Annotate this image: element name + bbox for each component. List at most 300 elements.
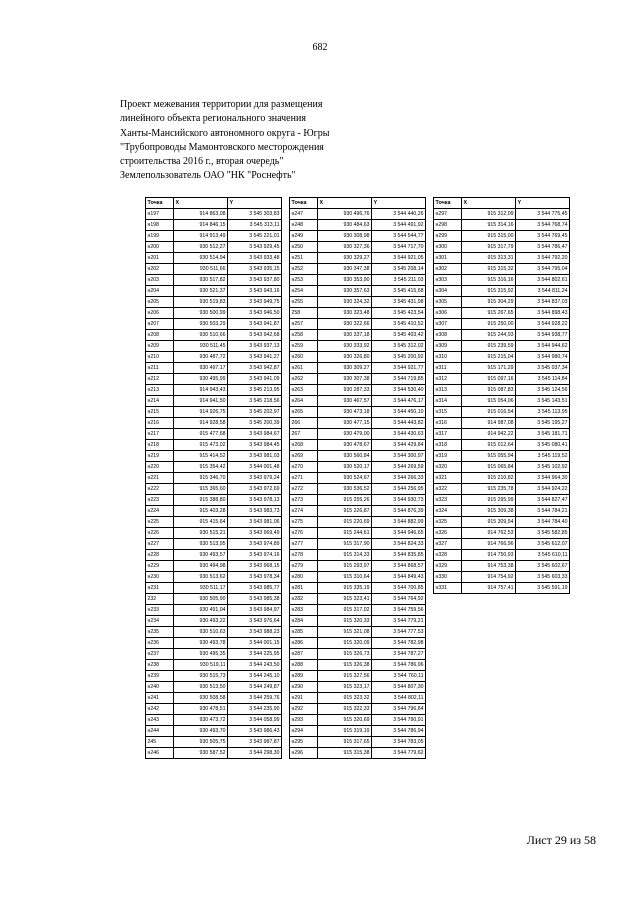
table-row	[290, 726, 426, 737]
y-cell: 3 544 802,61	[516, 275, 570, 286]
x-cell: 930 479,00	[318, 429, 372, 440]
point-cell: н320	[434, 462, 462, 473]
y-cell: 3 544 876,39	[372, 506, 426, 517]
table-row	[146, 462, 282, 473]
table-row	[290, 704, 426, 715]
y-cell: 3 544 249,87	[228, 682, 282, 693]
point-cell: н285	[290, 627, 318, 638]
y-cell: 3 543 981,03	[228, 451, 282, 462]
table-row	[434, 231, 570, 242]
table-row	[434, 429, 570, 440]
y-cell: 3 544 882,99	[372, 517, 426, 528]
point-cell: н264	[290, 396, 318, 407]
point-cell: 258	[290, 308, 318, 319]
x-cell: 914 753,38	[462, 561, 516, 572]
x-cell: 915 323,17	[318, 682, 372, 693]
x-cell: 930 513,95	[174, 539, 228, 550]
x-cell: 930 515,73	[174, 671, 228, 682]
y-cell: 3 545 102,92	[516, 462, 570, 473]
y-cell: 3 545 221,01	[228, 231, 282, 242]
point-cell: н230	[146, 572, 174, 583]
x-cell: 915 065,84	[462, 462, 516, 473]
point-cell: н214	[146, 396, 174, 407]
y-cell: 3 543 984,45	[228, 440, 282, 451]
table-row	[146, 451, 282, 462]
table-row	[146, 572, 282, 583]
table-row	[290, 616, 426, 627]
y-cell: 3 544 298,30	[228, 748, 282, 759]
table-row	[146, 693, 282, 704]
x-cell: 915 317,65	[318, 737, 372, 748]
table-row	[290, 396, 426, 407]
point-cell: н312	[434, 374, 462, 385]
y-cell: 3 543 983,73	[228, 506, 282, 517]
x-cell: 914 926,75	[174, 407, 228, 418]
x-cell: 930 337,18	[318, 330, 372, 341]
table-row	[434, 528, 570, 539]
point-cell: н273	[290, 495, 318, 506]
point-cell: н305	[434, 297, 462, 308]
point-cell: н284	[290, 616, 318, 627]
y-cell: 3 544 225,95	[228, 649, 282, 660]
x-cell: 930 478,67	[318, 440, 372, 451]
y-cell: 3 544 001,15	[228, 638, 282, 649]
point-cell: н298	[434, 220, 462, 231]
table-row	[434, 583, 570, 594]
x-cell: 914 941,50	[174, 396, 228, 407]
y-cell: 3 543 935,15	[228, 264, 282, 275]
x-cell: 930 477,15	[318, 418, 372, 429]
table-row	[290, 550, 426, 561]
document-header	[120, 98, 400, 184]
point-cell: н306	[434, 308, 462, 319]
table-row	[290, 220, 426, 231]
x-cell: 915 320,09	[318, 638, 372, 649]
table-row	[290, 484, 426, 495]
x-cell: 930 494,98	[174, 561, 228, 572]
point-cell: н303	[434, 275, 462, 286]
x-cell: 915 215,04	[462, 352, 516, 363]
x-cell: 930 521,37	[174, 286, 228, 297]
table-row	[434, 352, 570, 363]
table-row	[434, 242, 570, 253]
x-cell: 915 226,87	[318, 506, 372, 517]
y-cell: 3 543 943,16	[228, 286, 282, 297]
y-cell: 3 544 779,21	[372, 616, 426, 627]
table-row	[290, 748, 426, 759]
y-cell: 3 544 430,63	[372, 429, 426, 440]
x-cell: 930 519,83	[174, 297, 228, 308]
column-header-y: Y	[516, 198, 570, 209]
table-row	[146, 704, 282, 715]
table-row	[146, 418, 282, 429]
y-cell: 3 545 200,92	[372, 352, 426, 363]
x-cell: 915 314,33	[318, 550, 372, 561]
table-row	[290, 715, 426, 726]
table-row	[290, 627, 426, 638]
y-cell: 3 544 491,92	[372, 220, 426, 231]
table-row	[146, 286, 282, 297]
point-cell: н283	[290, 605, 318, 616]
y-cell: 3 544 921,05	[372, 253, 426, 264]
y-cell: 3 544 827,47	[516, 495, 570, 506]
x-cell: 915 244,93	[462, 330, 516, 341]
x-cell: 915 310,64	[318, 572, 372, 583]
x-cell: 915 304,29	[462, 297, 516, 308]
y-cell: 3 543 976,64	[228, 616, 282, 627]
table-row	[146, 561, 282, 572]
y-cell: 3 544 243,50	[228, 660, 282, 671]
point-cell: н317	[434, 429, 462, 440]
table-row	[146, 297, 282, 308]
table-row	[290, 572, 426, 583]
x-cell: 915 293,97	[318, 561, 372, 572]
y-cell: 3 544 930,73	[372, 495, 426, 506]
y-cell: 3 544 769,45	[516, 231, 570, 242]
x-cell: 930 520,17	[318, 462, 372, 473]
table-row	[146, 748, 282, 759]
x-cell: 915 309,54	[462, 517, 516, 528]
point-cell: 245	[146, 737, 174, 748]
table-row	[290, 682, 426, 693]
x-cell: 915 323,41	[318, 594, 372, 605]
x-cell: 930 512,27	[174, 242, 228, 253]
table-row	[290, 308, 426, 319]
x-cell: 915 354,42	[174, 462, 228, 473]
y-cell: 3 545 410,52	[372, 319, 426, 330]
x-cell: 930 495,99	[174, 374, 228, 385]
point-cell: н251	[290, 253, 318, 264]
table-row	[146, 440, 282, 451]
table-row	[290, 407, 426, 418]
table-row	[290, 737, 426, 748]
point-cell: н313	[434, 385, 462, 396]
table-row	[290, 352, 426, 363]
y-cell: 3 543 929,45	[228, 242, 282, 253]
x-cell: 915 320,69	[318, 715, 372, 726]
table-row	[434, 253, 570, 264]
y-cell: 3 544 256,95	[372, 484, 426, 495]
x-cell: 930 473,72	[174, 715, 228, 726]
point-cell: н248	[290, 220, 318, 231]
point-cell: н197	[146, 209, 174, 220]
y-cell: 3 543 933,48	[228, 253, 282, 264]
table-row	[290, 660, 426, 671]
table-row	[146, 583, 282, 594]
y-cell: 3 545 195,27	[516, 418, 570, 429]
table-row	[146, 220, 282, 231]
table-row	[146, 352, 282, 363]
y-cell: 3 544 760,11	[372, 671, 426, 682]
point-cell: н201	[146, 253, 174, 264]
x-cell: 930 493,22	[174, 616, 228, 627]
x-cell: 915 415,64	[174, 517, 228, 528]
y-cell: 3 545 202,97	[228, 407, 282, 418]
x-cell: 915 235,78	[462, 484, 516, 495]
y-cell: 3 543 984,67	[228, 429, 282, 440]
table-row	[290, 495, 426, 506]
x-cell: 915 315,00	[462, 231, 516, 242]
table-row	[146, 495, 282, 506]
point-cell: н233	[146, 605, 174, 616]
point-cell: н279	[290, 561, 318, 572]
x-cell: 915 267,65	[462, 308, 516, 319]
y-cell: 3 544 759,56	[372, 605, 426, 616]
point-cell: н302	[434, 264, 462, 275]
point-cell: н322	[434, 484, 462, 495]
x-cell: 930 515,21	[174, 528, 228, 539]
y-cell: 3 544 792,20	[516, 253, 570, 264]
table-row	[290, 638, 426, 649]
x-cell: 930 467,57	[318, 396, 372, 407]
y-cell: 3 544 269,59	[372, 462, 426, 473]
y-cell: 3 543 984,97	[228, 605, 282, 616]
header-line: строительства 2016 г., вторая очередь"	[120, 156, 284, 168]
point-cell: н215	[146, 407, 174, 418]
point-cell: н254	[290, 286, 318, 297]
y-cell: 3 544 786,96	[372, 660, 426, 671]
y-cell: 3 545 303,83	[228, 209, 282, 220]
y-cell: 3 544 898,43	[516, 308, 570, 319]
x-cell: 914 766,96	[462, 539, 516, 550]
table-row	[146, 473, 282, 484]
y-cell: 3 544 764,92	[372, 594, 426, 605]
point-cell: н295	[290, 737, 318, 748]
x-cell: 915 326,38	[318, 660, 372, 671]
table-row	[290, 440, 426, 451]
point-cell: н242	[146, 704, 174, 715]
point-cell: н204	[146, 286, 174, 297]
page-number: 682	[312, 42, 328, 53]
table-row	[434, 264, 570, 275]
y-cell: 3 543 988,23	[228, 627, 282, 638]
table-row	[290, 528, 426, 539]
point-cell: н296	[290, 748, 318, 759]
x-cell: 930 484,63	[318, 220, 372, 231]
point-cell: н282	[290, 594, 318, 605]
y-cell: 3 544 807,30	[372, 682, 426, 693]
y-cell: 3 544 259,76	[228, 693, 282, 704]
y-cell: 3 544 849,43	[372, 572, 426, 583]
table-row	[434, 451, 570, 462]
y-cell: 3 545 403,42	[372, 330, 426, 341]
point-cell: н246	[146, 748, 174, 759]
y-cell: 3 545 431,98	[372, 297, 426, 308]
x-cell: 930 511,17	[174, 583, 228, 594]
x-cell: 915 414,52	[174, 451, 228, 462]
point-cell: н271	[290, 473, 318, 484]
table-row	[434, 341, 570, 352]
table-row	[434, 374, 570, 385]
point-cell: н288	[290, 660, 318, 671]
x-cell: 915 403,28	[174, 506, 228, 517]
table-row	[146, 737, 282, 748]
point-cell: н224	[146, 506, 174, 517]
x-cell: 930 508,58	[174, 693, 228, 704]
table-row	[290, 583, 426, 594]
column-header-point: Точка	[146, 198, 174, 209]
x-cell: 930 511,66	[174, 264, 228, 275]
table-row	[434, 572, 570, 583]
x-cell: 914 987,08	[462, 418, 516, 429]
table-row	[290, 506, 426, 517]
table-row	[290, 539, 426, 550]
table-row	[434, 385, 570, 396]
x-cell: 930 524,67	[318, 473, 372, 484]
point-cell: н330	[434, 572, 462, 583]
table-row	[146, 374, 282, 385]
point-cell: н244	[146, 726, 174, 737]
point-cell: н321	[434, 473, 462, 484]
y-cell: 3 544 964,30	[516, 473, 570, 484]
table-row	[434, 539, 570, 550]
y-cell: 3 543 985,77	[228, 583, 282, 594]
point-cell: н212	[146, 374, 174, 385]
x-cell: 930 495,35	[174, 649, 228, 660]
x-cell: 915 346,70	[174, 473, 228, 484]
y-cell: 3 544 784,21	[516, 506, 570, 517]
y-cell: 3 544 786,94	[372, 726, 426, 737]
x-cell: 930 514,94	[174, 253, 228, 264]
y-cell: 3 544 777,53	[372, 627, 426, 638]
y-cell: 3 545 119,52	[516, 451, 570, 462]
y-cell: 3 545 602,67	[516, 561, 570, 572]
y-cell: 3 543 981,06	[228, 517, 282, 528]
point-cell: н289	[290, 671, 318, 682]
point-cell: н227	[146, 539, 174, 550]
point-cell: н207	[146, 319, 174, 330]
x-cell: 914 757,41	[462, 583, 516, 594]
y-cell: 3 544 837,03	[516, 297, 570, 308]
y-cell: 3 544 440,26	[372, 209, 426, 220]
point-cell: н299	[434, 231, 462, 242]
y-cell: 3 544 300,97	[372, 451, 426, 462]
x-cell: 915 054,06	[462, 396, 516, 407]
point-cell: н331	[434, 583, 462, 594]
x-cell: 930 497,17	[174, 363, 228, 374]
x-cell: 930 324,32	[318, 297, 372, 308]
point-cell: н241	[146, 693, 174, 704]
y-cell: 3 544 944,62	[516, 341, 570, 352]
point-cell: н213	[146, 385, 174, 396]
point-cell: н276	[290, 528, 318, 539]
point-cell: н323	[434, 495, 462, 506]
point-cell: н324	[434, 506, 462, 517]
header-line: Проект межевания территории для размещения	[120, 99, 323, 110]
y-cell: 3 544 245,10	[228, 671, 282, 682]
table-row	[434, 308, 570, 319]
y-cell: 3 543 941,27	[228, 352, 282, 363]
x-cell: 930 513,50	[174, 682, 228, 693]
x-cell: 914 942,22	[462, 429, 516, 440]
table-row	[146, 594, 282, 605]
point-cell: н239	[146, 671, 174, 682]
x-cell: 930 307,38	[318, 374, 372, 385]
y-cell: 3 544 787,27	[372, 649, 426, 660]
y-cell: 3 543 986,43	[228, 726, 282, 737]
x-cell: 930 510,66	[174, 330, 228, 341]
table-row	[290, 341, 426, 352]
x-cell: 930 493,78	[174, 638, 228, 649]
point-cell: н220	[146, 462, 174, 473]
point-cell: н278	[290, 550, 318, 561]
table-row	[146, 726, 282, 737]
table-row	[146, 231, 282, 242]
table-row	[146, 660, 282, 671]
x-cell: 930 473,18	[318, 407, 372, 418]
x-cell: 915 220,69	[318, 517, 372, 528]
point-cell: н234	[146, 616, 174, 627]
x-cell: 914 928,58	[174, 418, 228, 429]
table-row	[434, 495, 570, 506]
table-row	[434, 418, 570, 429]
y-cell: 3 545 181,71	[516, 429, 570, 440]
column-header-x: X	[174, 198, 228, 209]
table-row	[434, 396, 570, 407]
x-cell: 915 087,83	[462, 385, 516, 396]
table-row	[146, 341, 282, 352]
point-cell: н206	[146, 308, 174, 319]
table-row	[290, 242, 426, 253]
point-cell: н255	[290, 297, 318, 308]
column-header-x: X	[462, 198, 516, 209]
x-cell: 915 210,82	[462, 473, 516, 484]
point-cell: н240	[146, 682, 174, 693]
point-cell: н200	[146, 242, 174, 253]
x-cell: 915 055,94	[462, 451, 516, 462]
table-row	[146, 396, 282, 407]
table-row	[290, 462, 426, 473]
x-cell: 915 323,32	[318, 693, 372, 704]
table-row	[290, 363, 426, 374]
x-cell: 915 255,26	[318, 495, 372, 506]
y-cell: 3 545 211,03	[372, 275, 426, 286]
y-cell: 3 544 783,05	[372, 737, 426, 748]
point-cell: н208	[146, 330, 174, 341]
table-row	[146, 605, 282, 616]
point-cell: н199	[146, 231, 174, 242]
y-cell: 3 544 835,85	[372, 550, 426, 561]
x-cell: 915 295,99	[462, 495, 516, 506]
table-row	[146, 638, 282, 649]
table-row	[146, 407, 282, 418]
y-cell: 3 543 941,09	[228, 374, 282, 385]
point-cell: н218	[146, 440, 174, 451]
table-row	[290, 517, 426, 528]
point-cell: н258	[290, 330, 318, 341]
y-cell: 3 545 423,54	[372, 308, 426, 319]
x-cell: 930 327,36	[318, 242, 372, 253]
point-cell: н210	[146, 352, 174, 363]
table-row	[146, 385, 282, 396]
y-cell: 3 544 928,22	[516, 319, 570, 330]
point-cell: н249	[290, 231, 318, 242]
point-cell: н205	[146, 297, 174, 308]
point-cell: н293	[290, 715, 318, 726]
point-cell: н257	[290, 319, 318, 330]
point-cell: н309	[434, 341, 462, 352]
x-cell: 915 016,54	[462, 407, 516, 418]
y-cell: 3 545 114,84	[516, 374, 570, 385]
x-cell: 930 511,45	[174, 341, 228, 352]
point-cell: н304	[434, 286, 462, 297]
point-cell: н315	[434, 407, 462, 418]
table-row	[290, 473, 426, 484]
table-row	[290, 286, 426, 297]
point-cell: н203	[146, 275, 174, 286]
table-row	[434, 275, 570, 286]
point-cell: н325	[434, 517, 462, 528]
